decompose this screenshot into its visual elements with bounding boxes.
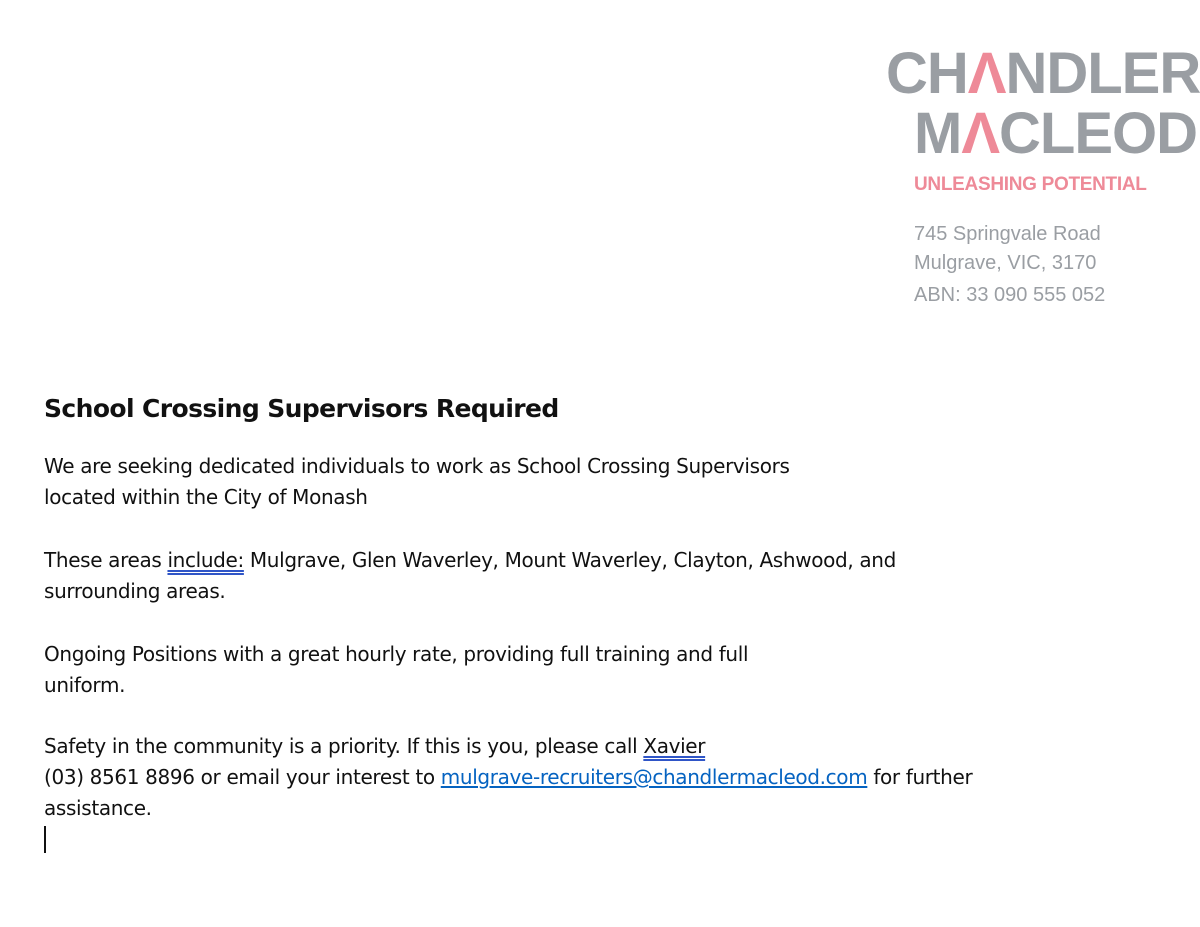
- paragraph-line: uniform.: [44, 673, 126, 697]
- document-heading: School Crossing Supervisors Required: [44, 394, 559, 423]
- chandler-macleod-logo: [886, 41, 1200, 196]
- text-run: These areas: [44, 548, 168, 572]
- logo-text-ndler: NDLER: [1005, 41, 1200, 106]
- company-address: [914, 220, 1105, 310]
- paragraph-line: located within the City of Monash: [44, 485, 368, 509]
- contact-name-mark[interactable]: Xavier: [643, 734, 706, 758]
- logo-line-macleod: [886, 101, 1198, 166]
- logo-tagline: UNLEASHING POTENTIAL: [914, 174, 1147, 195]
- paragraph-line: [44, 762, 972, 793]
- email-link[interactable]: mulgrave-recruiters@chandlermacleod.com: [440, 765, 868, 789]
- text-run: Safety in the community is a priority. If this is you, please call: [44, 734, 644, 758]
- logo-text-ch: CH: [886, 41, 968, 106]
- paragraph-intro: [44, 451, 790, 513]
- text-run: Mulgrave, Glen Waverley, Mount Waverley, Clayton, Ashwood, and: [243, 548, 896, 572]
- address-suburb: Mulgrave, VIC, 3170: [914, 252, 1097, 274]
- logo-line-chandler: [886, 41, 1200, 106]
- paragraph-line: assistance.: [44, 796, 152, 820]
- address-street: 745 Springvale Road: [914, 223, 1101, 245]
- paragraph-areas: [44, 545, 896, 607]
- text-run: (03) 8561 8896 or email your interest to: [44, 765, 441, 789]
- logo-text-cleod: CLEOD: [999, 101, 1198, 166]
- abn-number: ABN: 33 090 555 052: [914, 284, 1106, 306]
- paragraph-line: Ongoing Positions with a great hourly rate, providing full training and full: [44, 642, 749, 666]
- text-run: for further: [867, 765, 973, 789]
- paragraph-line: We are seeking dedicated individuals to work as School Crossing Supervisors: [44, 454, 790, 478]
- grammar-suggestion-mark[interactable]: include:: [167, 548, 244, 572]
- paragraph-line: [44, 545, 896, 576]
- paragraph-line: surrounding areas.: [44, 579, 226, 603]
- logo-peak-glyph: Λ: [967, 41, 1006, 106]
- text-cursor[interactable]: [44, 826, 46, 853]
- logo-text-m: M: [914, 101, 962, 166]
- logo-peak-glyph: Λ: [961, 101, 1000, 166]
- paragraph-line: [44, 731, 972, 762]
- paragraph-contact: [44, 731, 972, 824]
- paragraph-positions: [44, 639, 748, 701]
